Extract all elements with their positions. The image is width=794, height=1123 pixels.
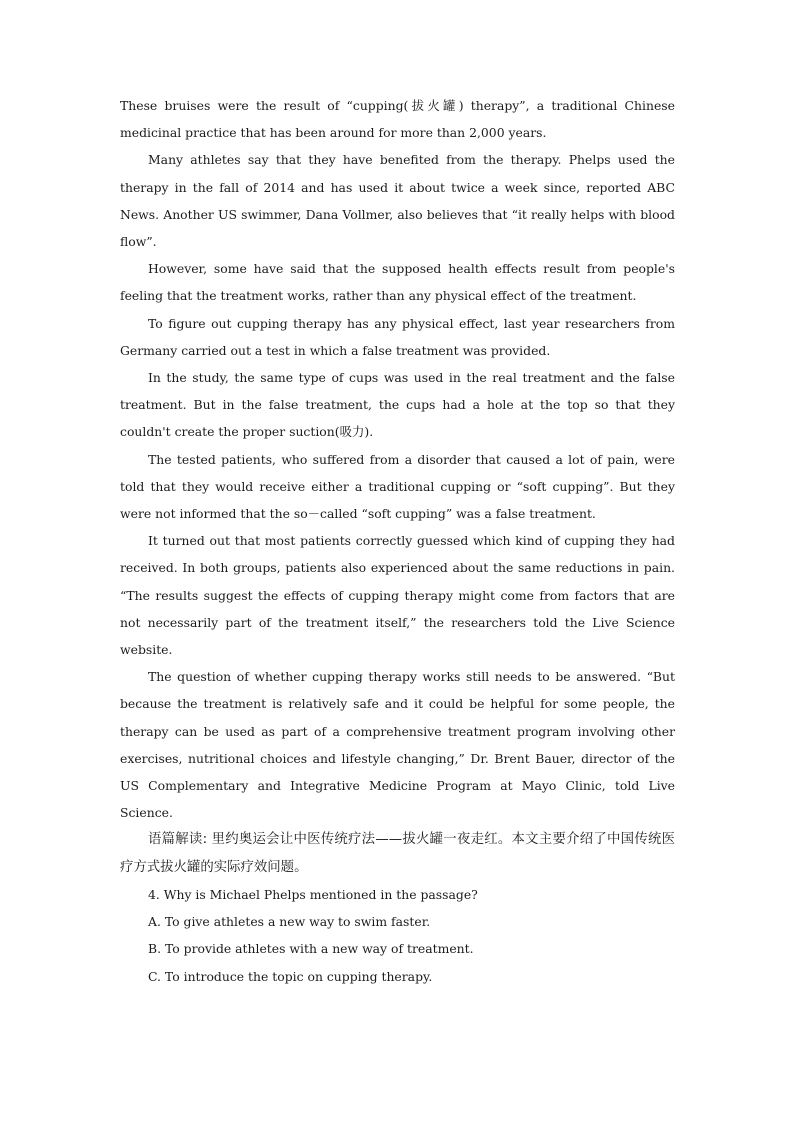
question-stem: 4. Why is Michael Phelps mentioned in the passage? bbox=[148, 886, 478, 902]
question-option-c: C. To introduce the topic on cupping therapy. bbox=[148, 968, 433, 984]
passage-analysis: 语篇解读: 里约奥运会让中医传统疗法——拔火罐一夜走红。本文主要介绍了中国传统医疗方式拔火罐的实际疗效问题。 bbox=[120, 832, 675, 875]
question-option-b: B. To provide athletes with a new way of treatment. bbox=[148, 941, 474, 957]
passage-paragraph-1: These bruises were the result of “cupping(拔火罐) therapy”, a traditional Chinese medicinal practice that has been around for more than 2,000 years. bbox=[120, 98, 675, 141]
passage-paragraph-4: To figure out cupping therapy has any physical effect, last year researchers from Germany carried out a test in which a false treatment was provided. bbox=[120, 315, 675, 358]
passage-paragraph-6: The tested patients, who suffered from a disorder that caused a lot of pain, were told that they would receive either a traditional cupping or “soft cupping”. But they were not informed that the so－called “soft cupping” was a false treatment. bbox=[120, 451, 675, 522]
passage-paragraph-7: It turned out that most patients correctly guessed which kind of cupping they had received. In both groups, patients also experienced about the same reductions in pain. “The results suggest the effects of cupping therapy might come from factors that are not necessarily part of the treatment itself,” the researchers told the Live Science website. bbox=[120, 533, 675, 658]
question-option-a: A. To give athletes a new way to swim faster. bbox=[148, 914, 431, 930]
passage-paragraph-8: The question of whether cupping therapy works still needs to be answered. “But because the treatment is relatively safe and it could be helpful for some people, the therapy can be used as part of a comprehensive treatment program involving other exercises, nutritional choices and lifestyle changing,” Dr. Brent Bauer, director of the US Complementary and Integrative Medicine Program at Mayo Clinic, told Live Science. bbox=[120, 669, 675, 821]
document-body bbox=[120, 92, 675, 990]
passage-paragraph-3: However, some have said that the supposed health effects result from people's feeling that the treatment works, rather than any physical effect of the treatment. bbox=[120, 261, 675, 304]
passage-paragraph-5: In the study, the same type of cups was used in the real treatment and the false treatment. But in the false treatment, the cups had a hole at the top so that they couldn't create the proper suction(吸力). bbox=[120, 370, 675, 440]
passage-paragraph-2: Many athletes say that they have benefited from the therapy. Phelps used the therapy in the fall of 2014 and has used it about twice a week since, reported ABC News. Another US swimmer, Dana Vollmer, also believes that “it really helps with blood flow”. bbox=[120, 152, 675, 250]
